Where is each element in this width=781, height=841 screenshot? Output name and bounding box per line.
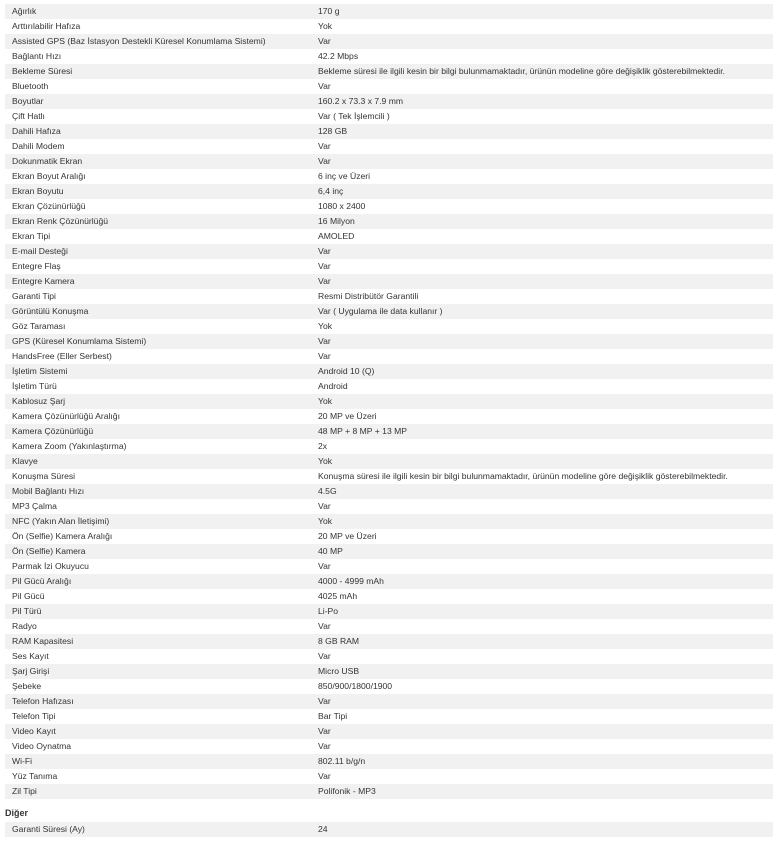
spec-label: Bağlantı Hızı bbox=[12, 51, 62, 61]
spec-row bbox=[5, 574, 773, 589]
spec-row bbox=[5, 19, 773, 34]
spec-label: Pil Türü bbox=[12, 606, 42, 616]
spec-label: Yüz Tanıma bbox=[12, 771, 58, 781]
spec-value: Var bbox=[318, 561, 331, 571]
spec-label: Bluetooth bbox=[12, 81, 49, 91]
spec-value: Android bbox=[318, 381, 348, 391]
spec-row bbox=[5, 34, 773, 49]
spec-value: 802.11 b/g/n bbox=[318, 756, 366, 766]
spec-label: E-mail Desteği bbox=[12, 246, 68, 256]
spec-value: Var bbox=[318, 156, 331, 166]
spec-label: Radyo bbox=[12, 621, 37, 631]
spec-row bbox=[5, 649, 773, 664]
spec-label: Video Kayıt bbox=[12, 726, 56, 736]
spec-label: Parmak İzi Okuyucu bbox=[12, 561, 89, 571]
spec-label: Assisted GPS (Baz İstasyon Destekli Küresel Konumlama Sistemi) bbox=[12, 36, 266, 46]
spec-label: Boyutlar bbox=[12, 96, 44, 106]
spec-value: 2x bbox=[318, 441, 328, 451]
spec-value: Polifonik - MP3 bbox=[318, 786, 376, 796]
spec-value: Android 10 (Q) bbox=[318, 366, 375, 376]
spec-row bbox=[5, 754, 773, 769]
spec-value: Var bbox=[318, 261, 331, 271]
spec-value: Bekleme süresi ile ilgili kesin bir bilgi bulunmamaktadır, ürünün modeline göre değişiklik gösterebilmektedir. bbox=[318, 66, 725, 76]
spec-label: Ekran Renk Çözünürlüğü bbox=[12, 216, 109, 226]
spec-label: MP3 Çalma bbox=[12, 501, 57, 511]
spec-value: Var bbox=[318, 351, 331, 361]
spec-label: Dahili Hafıza bbox=[12, 126, 61, 136]
spec-label: İşletim Sistemi bbox=[12, 366, 68, 376]
spec-label: Klavye bbox=[12, 456, 38, 466]
spec-row bbox=[5, 679, 773, 694]
spec-table bbox=[5, 4, 773, 799]
spec-row bbox=[5, 289, 773, 304]
spec-row bbox=[5, 4, 773, 19]
spec-row bbox=[5, 424, 773, 439]
spec-value: 20 MP ve Üzeri bbox=[318, 531, 377, 541]
spec-value: Yok bbox=[318, 321, 333, 331]
spec-label: Wi-Fi bbox=[12, 756, 33, 766]
spec-row bbox=[5, 184, 773, 199]
section-title-other: Diğer bbox=[5, 808, 29, 818]
spec-value: 4000 - 4999 mAh bbox=[318, 576, 384, 586]
spec-label: Bekleme Süresi bbox=[12, 66, 73, 76]
spec-label: Göz Taraması bbox=[12, 321, 66, 331]
spec-value: Var bbox=[318, 36, 331, 46]
spec-row bbox=[5, 124, 773, 139]
spec-row bbox=[5, 484, 773, 499]
spec-value: Var bbox=[318, 726, 331, 736]
spec-row bbox=[5, 274, 773, 289]
spec-value: 40 MP bbox=[318, 546, 343, 556]
spec-value: Var ( Tek İşlemcili ) bbox=[318, 111, 390, 121]
spec-label: Telefon Hafızası bbox=[12, 696, 74, 706]
spec-row bbox=[5, 739, 773, 754]
spec-row bbox=[5, 559, 773, 574]
spec-value: 24 bbox=[318, 824, 328, 834]
spec-label: Ekran Tipi bbox=[12, 231, 51, 241]
spec-row bbox=[5, 544, 773, 559]
spec-row bbox=[5, 664, 773, 679]
spec-row bbox=[5, 619, 773, 634]
spec-row bbox=[5, 49, 773, 64]
spec-label: Pil Gücü bbox=[12, 591, 45, 601]
spec-value: Var bbox=[318, 741, 331, 751]
spec-value: 160.2 x 73.3 x 7.9 mm bbox=[318, 96, 404, 106]
spec-value: 48 MP + 8 MP + 13 MP bbox=[318, 426, 408, 436]
spec-row bbox=[5, 319, 773, 334]
spec-value: Var bbox=[318, 651, 331, 661]
spec-row bbox=[5, 364, 773, 379]
spec-row bbox=[5, 514, 773, 529]
spec-row bbox=[5, 64, 773, 79]
spec-label: Arttırılabilir Hafıza bbox=[12, 21, 81, 31]
spec-value: 6 inç ve Üzeri bbox=[318, 171, 371, 181]
spec-value: Yok bbox=[318, 456, 333, 466]
spec-label: Garanti Tipi bbox=[12, 291, 56, 301]
spec-row bbox=[5, 529, 773, 544]
spec-label: Dahili Modem bbox=[12, 141, 65, 151]
spec-value: Var bbox=[318, 501, 331, 511]
spec-row bbox=[5, 694, 773, 709]
spec-value: Var bbox=[318, 141, 331, 151]
spec-label: Mobil Bağlantı Hızı bbox=[12, 486, 85, 496]
spec-label: Kablosuz Şarj bbox=[12, 396, 66, 406]
spec-value: 42.2 Mbps bbox=[318, 51, 359, 61]
spec-value: Li-Po bbox=[318, 606, 339, 616]
spec-row bbox=[5, 79, 773, 94]
spec-value: 16 Milyon bbox=[318, 216, 355, 226]
spec-value: 170 g bbox=[318, 6, 340, 16]
spec-label: Ekran Boyutu bbox=[12, 186, 64, 196]
spec-row bbox=[5, 724, 773, 739]
spec-row bbox=[5, 634, 773, 649]
spec-row bbox=[5, 409, 773, 424]
spec-row bbox=[5, 454, 773, 469]
spec-value: Bar Tipi bbox=[318, 711, 348, 721]
spec-row bbox=[5, 169, 773, 184]
spec-value: Konuşma süresi ile ilgili kesin bir bilgi bulunmamaktadır, ürünün modeline göre değişiklik gösterebilmektedir. bbox=[318, 471, 728, 481]
spec-row bbox=[5, 709, 773, 724]
spec-value: Resmi Distribütör Garantili bbox=[318, 291, 419, 301]
spec-row bbox=[5, 199, 773, 214]
spec-row bbox=[5, 244, 773, 259]
spec-value: 4025 mAh bbox=[318, 591, 358, 601]
spec-value: 20 MP ve Üzeri bbox=[318, 411, 377, 421]
spec-row bbox=[5, 94, 773, 109]
spec-value: Var ( Uygulama ile data kullanır ) bbox=[318, 306, 443, 316]
spec-row bbox=[5, 154, 773, 169]
spec-label: Çift Hatlı bbox=[12, 111, 45, 121]
spec-row bbox=[5, 214, 773, 229]
spec-label: Telefon Tipi bbox=[12, 711, 56, 721]
spec-row bbox=[5, 304, 773, 319]
spec-label: Garanti Süresi (Ay) bbox=[12, 824, 85, 834]
spec-label: Şebeke bbox=[12, 681, 42, 691]
spec-label: Ses Kayıt bbox=[12, 651, 49, 661]
spec-label: Ön (Selfie) Kamera Aralığı bbox=[12, 531, 113, 541]
spec-row bbox=[5, 229, 773, 244]
spec-row bbox=[5, 784, 773, 799]
spec-row bbox=[5, 769, 773, 784]
spec-value: 850/900/1800/1900 bbox=[318, 681, 393, 691]
spec-label: GPS (Küresel Konumlama Sistemi) bbox=[12, 336, 147, 346]
spec-label: RAM Kapasitesi bbox=[12, 636, 74, 646]
other-spec-table bbox=[5, 822, 773, 837]
spec-label: Ön (Selfie) Kamera bbox=[12, 546, 86, 556]
spec-row bbox=[5, 822, 773, 837]
spec-value: AMOLED bbox=[318, 231, 355, 241]
spec-row bbox=[5, 394, 773, 409]
spec-label: Ağırlık bbox=[12, 6, 37, 16]
spec-label: Dokunmatik Ekran bbox=[12, 156, 83, 166]
spec-value: 4.5G bbox=[318, 486, 337, 496]
spec-value: Micro USB bbox=[318, 666, 360, 676]
spec-value: 1080 x 2400 bbox=[318, 201, 366, 211]
spec-row bbox=[5, 499, 773, 514]
spec-label: Konuşma Süresi bbox=[12, 471, 76, 481]
spec-label: Ekran Çözünürlüğü bbox=[12, 201, 86, 211]
spec-row bbox=[5, 139, 773, 154]
spec-label: Kamera Zoom (Yakınlaştırma) bbox=[12, 441, 127, 451]
spec-row bbox=[5, 349, 773, 364]
spec-label: Entegre Kamera bbox=[12, 276, 75, 286]
spec-value: Var bbox=[318, 621, 331, 631]
spec-label: Kamera Çözünürlüğü bbox=[12, 426, 94, 436]
spec-value: Var bbox=[318, 81, 331, 91]
spec-row bbox=[5, 334, 773, 349]
spec-label: Pil Gücü Aralığı bbox=[12, 576, 72, 586]
spec-value: Var bbox=[318, 276, 331, 286]
spec-label: Video Oynatma bbox=[12, 741, 72, 751]
spec-value: Yok bbox=[318, 516, 333, 526]
spec-row bbox=[5, 439, 773, 454]
spec-value: Var bbox=[318, 246, 331, 256]
spec-label: Kamera Çözünürlüğü Aralığı bbox=[12, 411, 120, 421]
spec-value: 128 GB bbox=[318, 126, 348, 136]
spec-label: Entegre Flaş bbox=[12, 261, 61, 271]
spec-label: Görüntülü Konuşma bbox=[12, 306, 89, 316]
spec-value: Var bbox=[318, 771, 331, 781]
spec-row bbox=[5, 589, 773, 604]
spec-label: Zil Tipi bbox=[12, 786, 37, 796]
spec-value: Var bbox=[318, 696, 331, 706]
spec-value: 6,4 inç bbox=[318, 186, 344, 196]
spec-row bbox=[5, 604, 773, 619]
spec-label: İşletim Türü bbox=[12, 381, 57, 391]
spec-label: HandsFree (Eller Serbest) bbox=[12, 351, 112, 361]
spec-row bbox=[5, 469, 773, 484]
spec-value: Yok bbox=[318, 396, 333, 406]
spec-row bbox=[5, 259, 773, 274]
spec-label: NFC (Yakın Alan İletişimi) bbox=[12, 516, 110, 526]
spec-value: Var bbox=[318, 336, 331, 346]
spec-label: Ekran Boyut Aralığı bbox=[12, 171, 86, 181]
spec-value: Yok bbox=[318, 21, 333, 31]
spec-value: 8 GB RAM bbox=[318, 636, 360, 646]
spec-row bbox=[5, 379, 773, 394]
spec-label: Şarj Girişi bbox=[12, 666, 50, 676]
spec-row bbox=[5, 109, 773, 124]
